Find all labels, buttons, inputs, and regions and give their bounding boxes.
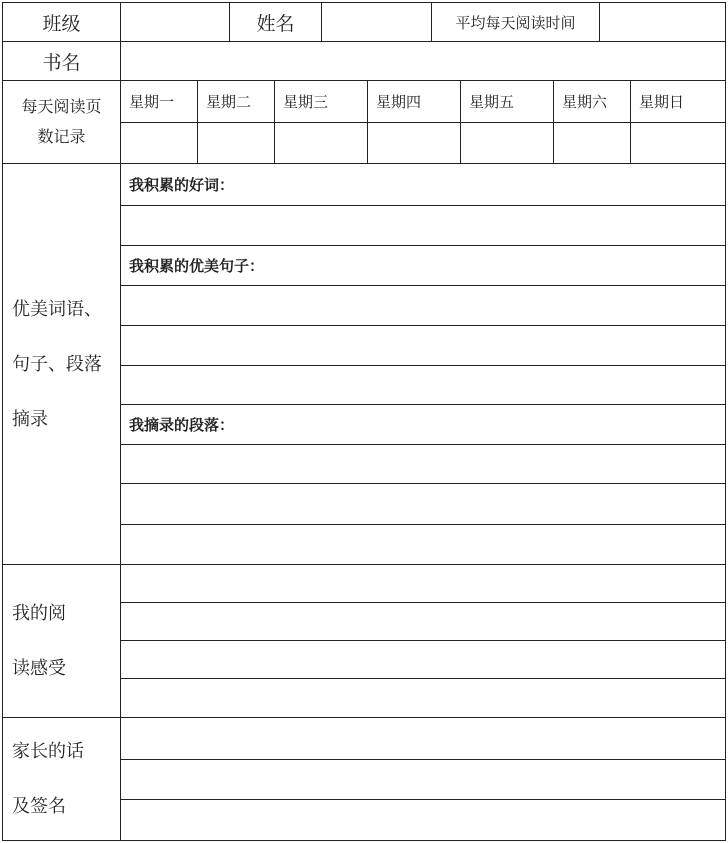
- day-header: 星期二: [197, 80, 275, 123]
- sentences-line[interactable]: [120, 325, 726, 366]
- parent-label-line: 及签名: [12, 796, 66, 817]
- day-pages-field[interactable]: [367, 122, 461, 164]
- excerpt-label: [2, 163, 121, 565]
- day-pages-field[interactable]: [197, 122, 275, 164]
- words-line[interactable]: [120, 205, 726, 246]
- parent-label-line: 家长的话: [12, 741, 84, 762]
- day-header: 星期六: [553, 80, 631, 123]
- day-pages-field[interactable]: [120, 122, 198, 164]
- pages-label-line: 数记录: [37, 127, 86, 146]
- day-header: 星期一: [120, 80, 198, 123]
- day-pages-field[interactable]: [553, 122, 631, 164]
- day-header: 星期日: [630, 80, 726, 123]
- name-label: 姓名: [229, 2, 322, 42]
- excerpt-label-line: 摘录: [12, 408, 48, 430]
- feeling-line[interactable]: [120, 678, 726, 718]
- paragraph-label: 我摘录的段落：: [120, 404, 726, 445]
- avg-time-label: 平均每天阅读时间: [431, 2, 600, 42]
- parent-line[interactable]: [120, 799, 726, 841]
- words-label: 我积累的好词：: [120, 163, 726, 206]
- paragraph-line[interactable]: [120, 524, 726, 565]
- class-field[interactable]: [120, 2, 230, 42]
- feeling-line[interactable]: [120, 602, 726, 641]
- excerpt-label-line: 句子、段落: [12, 353, 102, 375]
- book-label: 书名: [2, 41, 121, 81]
- day-header: 星期四: [367, 80, 461, 123]
- day-pages-field[interactable]: [274, 122, 368, 164]
- feeling-line[interactable]: [120, 564, 726, 603]
- day-pages-field[interactable]: [460, 122, 554, 164]
- day-header: 星期三: [274, 80, 368, 123]
- book-field[interactable]: [120, 41, 726, 81]
- pages-label-line: 每天阅读页: [21, 97, 102, 116]
- sentences-line[interactable]: [120, 285, 726, 326]
- parent-line[interactable]: [120, 717, 726, 760]
- day-pages-field[interactable]: [630, 122, 726, 164]
- class-label: 班级: [2, 2, 121, 42]
- excerpt-label-line: 优美词语、: [12, 298, 102, 320]
- sentences-label: 我积累的优美句子：: [120, 245, 726, 286]
- feeling-label-line: 我的阅: [12, 603, 66, 624]
- pages-label: [2, 80, 121, 164]
- parent-line[interactable]: [120, 759, 726, 800]
- paragraph-line[interactable]: [120, 444, 726, 484]
- feeling-label: [2, 564, 121, 718]
- feeling-label-line: 读感受: [12, 658, 66, 679]
- paragraph-line[interactable]: [120, 483, 726, 525]
- parent-label: [2, 717, 121, 841]
- day-header: 星期五: [460, 80, 554, 123]
- feeling-line[interactable]: [120, 640, 726, 679]
- name-field[interactable]: [321, 2, 432, 42]
- avg-time-field[interactable]: [599, 2, 726, 42]
- sentences-line[interactable]: [120, 365, 726, 405]
